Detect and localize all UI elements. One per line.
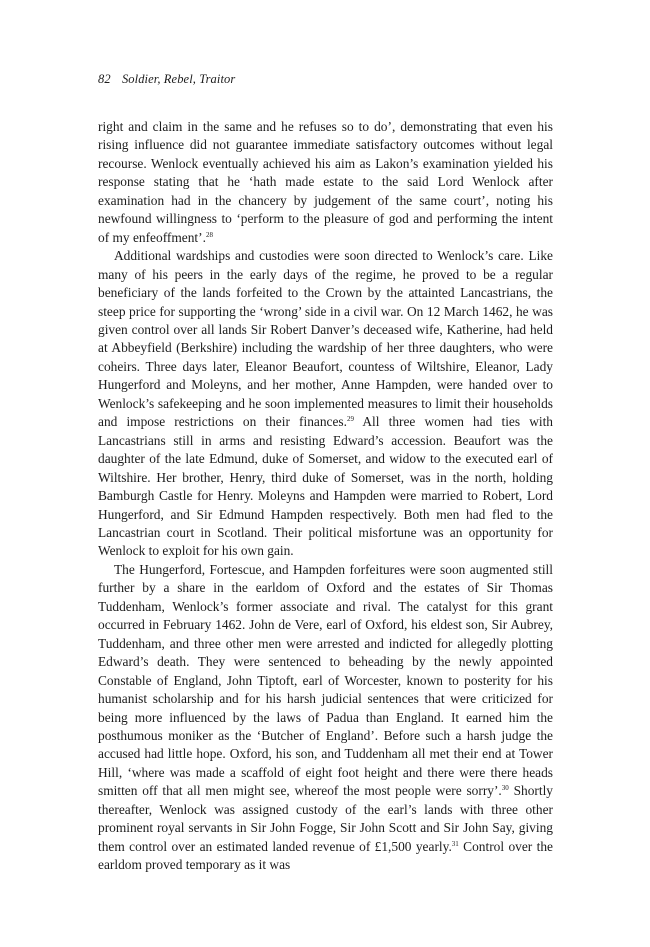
page-number: 82 — [98, 72, 111, 86]
paragraph-text: The Hungerford, Fortescue, and Hampden forfeitures were soon augmented still further by a share in the earldom of Oxford and the estates of Sir Thomas Tuddenham, Wenlock’s former associate and rival. The catalyst for this grant occurred in February 1462. John de Vere, earl of Oxford, his eldest son, Sir Aubrey, Tuddenham, and three other men were arrested and indicted for allegedly plotting Edward’s death. They were sentenced to beheading by the newly appointed Constable of England, John Tiptoft, earl of Worcester, known to posterity for his humanist scholarship and for his harsh judicial sentences that were criticized for being more influenced by the laws of Padua than England. It earned him the posthumous moniker as the ‘Butcher of England’. Before such a harsh judge the accused had little hope. Oxford, his son, and Tuddenham all met their end at Tower Hill, ‘where was made a scaffold of eight foot height and there were there heads smitten off that all men might see, whereof the most people were sorry’. — [98, 561, 553, 799]
paragraph-text: right and claim in the same and he refuses so to do’, demonstrating that even his rising influence did not guarantee immediate satisfactory outcomes without legal recourse. Wenlock eventually achieved his aim as Lakon’s examination yielded his response stating that he ‘hath made estate to the said Lord Wenlock after examination had in the chancery by judgement of the same court’, noting his newfound willingness to ‘perform to the pleasure of god and performing the intent of my enfeoffment’. — [98, 119, 553, 245]
body-text — [98, 118, 553, 875]
paragraph-text: Shortly thereafter, Wenlock was assigned custody of the earl’s lands with three other prominent royal servants in Sir John Fogge, Sir John Scott and Sir John Say, giving them control over an estimated landed revenue of £1,500 yearly. — [98, 783, 554, 854]
book-title: Soldier, Rebel, Traitor — [121, 72, 236, 86]
footnote-ref: 30 — [501, 784, 509, 793]
footnote-ref: 29 — [347, 415, 354, 424]
paragraph-text: All three women had ties with Lancastrians still in arms and resisting Edward’s accession. Beaufort was the daughter of the late Edmund, duke of Somerset, and widow to the executed earl of Wiltshire. Her brother, Henry, third duke of Somerset, was in the north, holding Bamburgh Castle for Henry. Moleyns and Hampden were married to Robert, Lord Hungerford, and Sir Edmund Hampden respectively. Both men had fled to the Lancastrian court in Scotland. Their political misfortune was an opportunity for Wenlock to exploit for his own gain. — [98, 414, 553, 559]
footnote-ref: 31 — [451, 839, 459, 848]
paragraph-3 — [98, 561, 553, 875]
paragraph-2 — [98, 247, 553, 561]
footnote-ref: 28 — [205, 230, 213, 239]
paragraph-text: Additional wardships and custodies were soon directed to Wenlock’s care. Like many of his peers in the early days of the regime, he proved to be a regular beneficiary of the lands forfeited to the Crown by the attainted Lancastrians, the steep price for supporting the ‘wrong’ side in a civil war. On 12 March 1462, he was given control over all lands Sir Robert Danver’s deceased wife, Katherine, had held at Abbeyfield (Berkshire) including the wardship of her three daughters, who were coheirs. Three days later, Eleanor Beaufort, countess of Wiltshire, Eleanor, Lady Hungerford and Moleyns, and her mother, Anne Hampden, were handed over to Wenlock’s safekeeping and he soon implemented measures to limit their households and impose restrictions on their finances. — [98, 248, 553, 430]
paragraph-1 — [98, 118, 553, 247]
paragraph-text: Control over the earldom proved temporary as it was — [98, 838, 553, 873]
running-head — [98, 72, 235, 87]
